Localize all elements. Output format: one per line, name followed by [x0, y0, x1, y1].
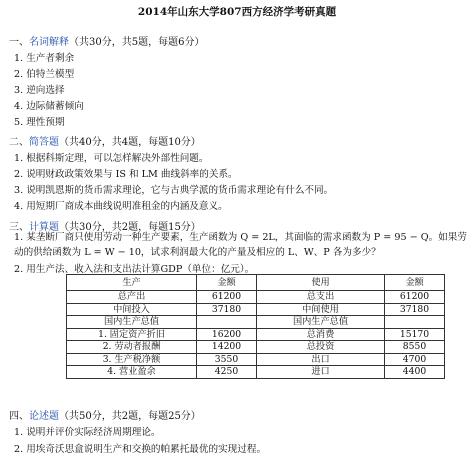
table-row [67, 341, 445, 354]
section-name: 计算题 [29, 222, 59, 233]
page-title: 2014年山东大学807西方经济学考研真题 [137, 6, 337, 18]
table-row [67, 303, 445, 316]
table-cell [385, 316, 445, 329]
table-cell: 37180 [385, 303, 445, 316]
list-item: 4. 用短期厂商成本曲线说明准租金的内涵及意义。 [14, 201, 228, 212]
list-item: 1. 某垄断厂商只使用劳动一种生产要素，生产函数为 Q = 2L，其面临的需求函数为 P = 95 − Q。如果劳动的供给函数为 L = W − 10，试求利润最大化的产量及相应的 L、W、P 各为多少？ [14, 232, 467, 258]
table-row [67, 366, 445, 379]
table-header-row [67, 275, 445, 291]
section-name: 简答题 [29, 137, 59, 148]
table-row [67, 316, 445, 329]
table-cell: 16200 [197, 328, 257, 341]
table-cell: 3. 生产税净额 [67, 353, 197, 366]
list-item: 1. 根据科斯定理，可以怎样解决外部性问题。 [14, 153, 209, 164]
table-cell: 61200 [197, 291, 257, 304]
section-desc: （共50分，共2题，每题25分） [59, 411, 201, 422]
table-cell: 总产出 [67, 291, 197, 304]
section-name: 名词解释 [29, 37, 69, 48]
list-item: 2. 用生产法、收入法和支出法计算GDP（单位：亿元）。 [14, 264, 255, 275]
section-number: 一、 [9, 37, 29, 48]
table-cell: 4400 [385, 366, 445, 379]
table-cell: 4. 营业盈余 [67, 366, 197, 379]
list-item: 3. 逆向选择 [14, 85, 65, 96]
table-cell: 2. 劳动者报酬 [67, 341, 197, 354]
table-cell: 出口 [257, 353, 385, 366]
column-header: 金额 [197, 275, 257, 291]
list-item: 2. 说明财政政策效果与 IS 和 LM 曲线斜率的关系。 [14, 169, 238, 180]
section-name: 论述题 [29, 411, 59, 422]
section-desc: （共30分，共5题，每题6分） [69, 37, 205, 48]
table-cell: 3550 [197, 353, 257, 366]
table-cell [197, 316, 257, 329]
table-cell: 37180 [197, 303, 257, 316]
table-cell: 总支出 [257, 291, 385, 304]
table-cell: 进口 [257, 366, 385, 379]
list-item: 4. 边际储蓄倾向 [14, 101, 84, 112]
list-item: 3. 说明凯恩斯的货币需求理论，它与古典学派的货币需求理论有什么不同。 [14, 185, 334, 196]
section-desc: （共40分，共4题，每题10分） [59, 137, 201, 148]
gdp-table [66, 274, 445, 379]
table-cell: 8550 [385, 341, 445, 354]
table-cell: 总消费 [257, 328, 385, 341]
table-cell: 1. 固定资产折旧 [67, 328, 197, 341]
table-cell: 国内生产总值 [67, 316, 197, 329]
column-header: 使用 [257, 275, 385, 291]
table-cell: 4700 [385, 353, 445, 366]
section-heading-2 [9, 133, 201, 148]
table-cell: 中间使用 [257, 303, 385, 316]
section-desc: （共30分，共2题，每题15分） [59, 222, 201, 233]
section-heading-4 [9, 407, 201, 422]
table-cell: 总投资 [257, 341, 385, 354]
section-number: 四、 [9, 411, 29, 422]
table-row [67, 353, 445, 366]
table-cell: 中间投入 [67, 303, 197, 316]
table-cell: 61200 [385, 291, 445, 304]
section-number: 三、 [9, 222, 29, 233]
table-cell: 4250 [197, 366, 257, 379]
table-cell: 国内生产总值 [257, 316, 385, 329]
table-row [67, 328, 445, 341]
list-item: 2. 伯特兰模型 [14, 69, 75, 80]
table-row [67, 291, 445, 304]
list-item: 5. 理性预期 [14, 117, 65, 128]
section-heading-1 [9, 33, 204, 48]
table-cell: 15170 [385, 328, 445, 341]
list-item: 1. 说明并评价实际经济周期理论。 [14, 427, 161, 438]
column-header: 金额 [385, 275, 445, 291]
column-header: 生产 [67, 275, 197, 291]
table-cell: 14200 [197, 341, 257, 354]
list-item: 1. 生产者剩余 [14, 53, 75, 64]
section-number: 二、 [9, 137, 29, 148]
list-item: 2. 用埃奇沃思盒说明生产和交换的帕累托最优的实现过程。 [14, 444, 267, 455]
